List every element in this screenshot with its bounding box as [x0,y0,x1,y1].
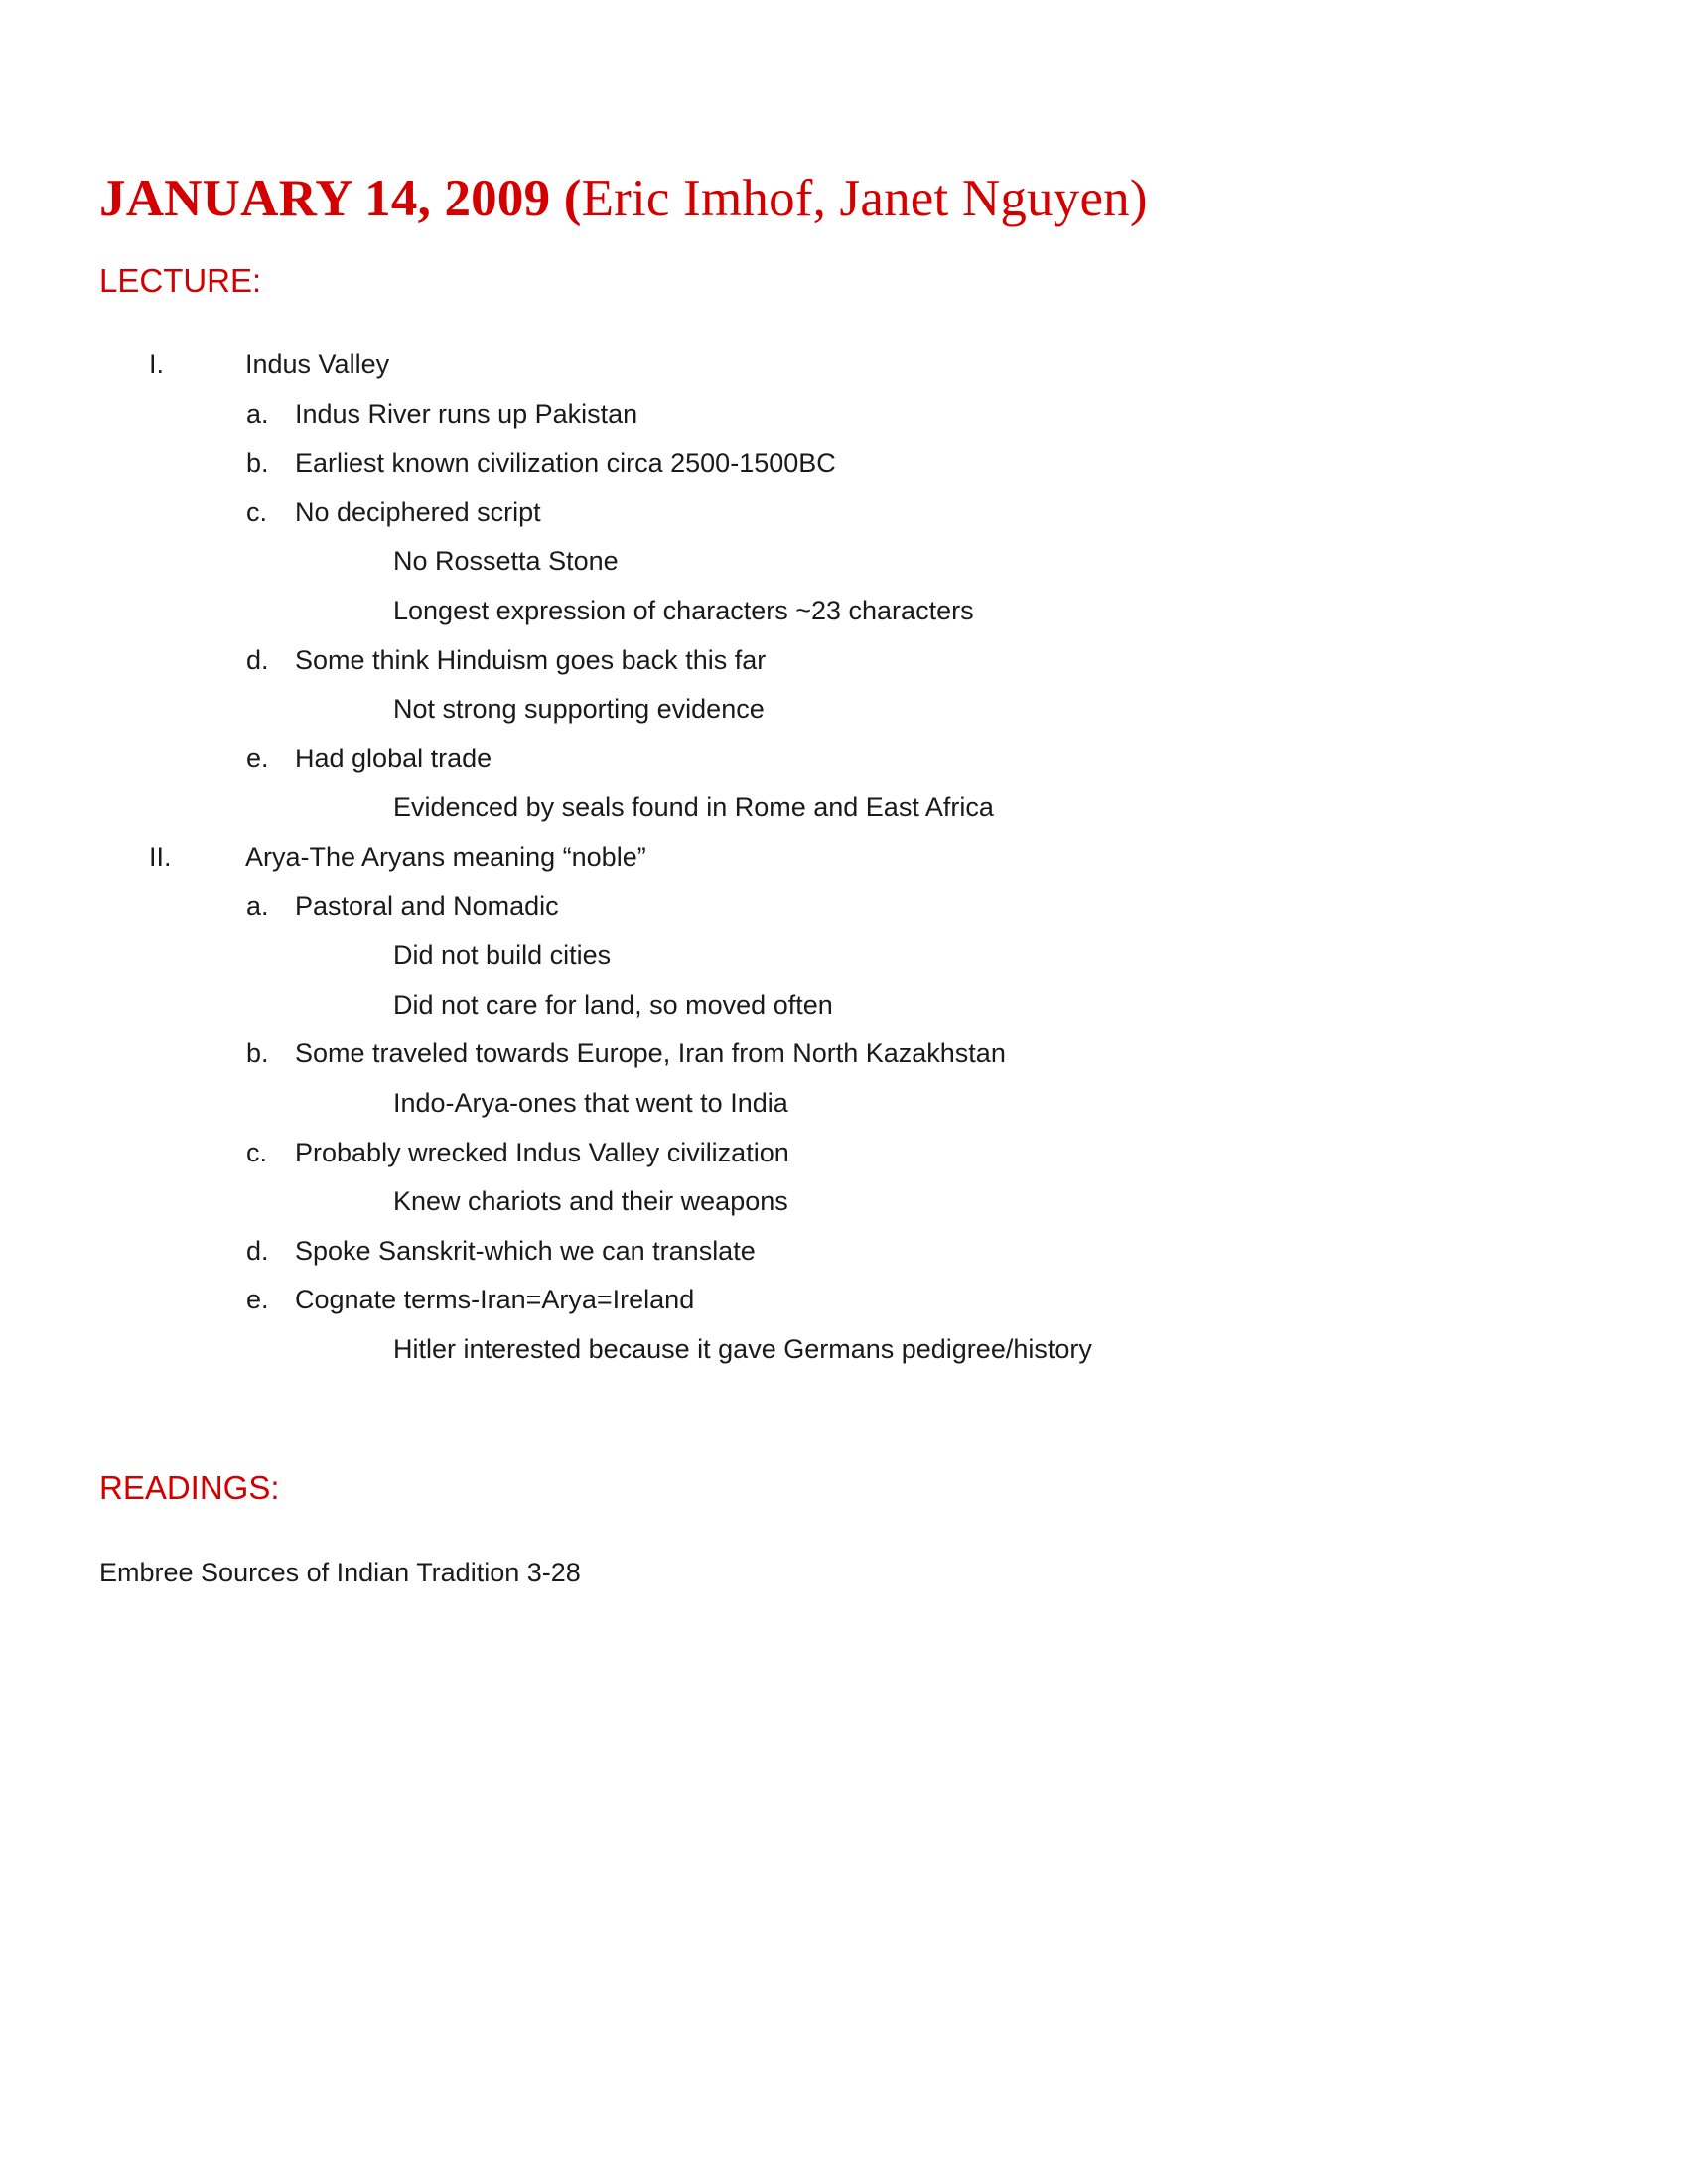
outline-text: Earliest known civilization circa 2500-1500BC [295,448,836,478]
readings-heading: READINGS: [99,1469,280,1506]
title-date: JANUARY 14, 2009 ( [99,170,582,227]
title-authors: Eric Imhof, Janet Nguyen) [581,170,1148,227]
outline-text: Evidenced by seals found in Rome and East Africa [393,792,994,823]
outline-text: Some think Hinduism goes back this far [295,644,767,675]
outline-marker: e. [246,743,269,773]
lecture-heading: LECTURE: [99,262,262,299]
outline-marker: c. [246,496,268,527]
outline-marker: II. [149,842,172,872]
outline-marker: d. [246,1235,269,1266]
outline-text: Probably wrecked Indus Valley civilization [295,1137,789,1167]
outline-text: Arya-The Aryans meaning “noble” [245,842,646,872]
outline-marker: d. [246,644,269,675]
outline-text: Indus Valley [245,349,390,379]
outline-text: Indus River runs up Pakistan [295,398,638,429]
outline-text: Did not care for land, so moved often [393,989,833,1020]
readings-text: Embree Sources of Indian Tradition 3-28 [99,1558,581,1587]
outline-text: Not strong supporting evidence [393,694,765,725]
outline-marker: e. [246,1285,269,1315]
outline-text: No deciphered script [295,496,541,527]
outline-text: No Rossetta Stone [393,546,619,577]
outline-text: Indo-Arya-ones that went to India [393,1088,788,1118]
outline-text: Hitler interested because it gave Germans pedigree/history [393,1334,1092,1364]
outline-text: Did not build cities [393,940,612,971]
outline-text: Cognate terms-Iran=Arya=Ireland [295,1285,695,1315]
outline-text: Some traveled towards Europe, Iran from North Kazakhstan [295,1038,1006,1069]
outline-text: Pastoral and Nomadic [295,890,559,921]
outline-marker: b. [246,1038,269,1069]
outline-marker: I. [149,349,165,379]
outline-text: Longest expression of characters ~23 characters [393,596,974,625]
page-title [99,169,1148,228]
outline-marker: b. [246,448,269,478]
outline-marker: a. [246,890,269,921]
outline-marker: c. [246,1137,268,1167]
outline-text: Had global trade [295,743,492,773]
outline-text: Spoke Sanskrit-which we can translate [295,1235,756,1266]
outline-marker: a. [246,398,269,429]
outline-text: Knew chariots and their weapons [393,1186,788,1217]
